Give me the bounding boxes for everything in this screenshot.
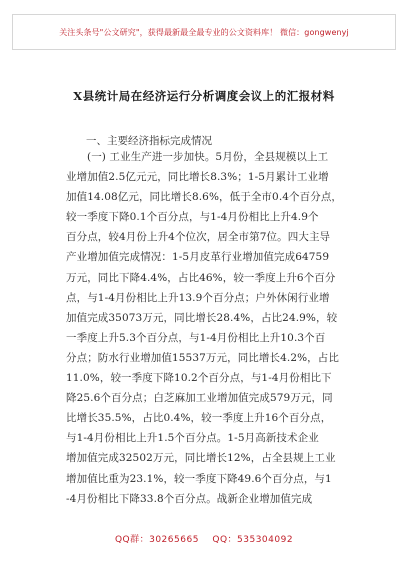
paragraph-line: 百分点，较4月份上升4个位次，居全市第7位。四大主导: [66, 231, 331, 244]
paragraph-line: 增加值完成32502万元，同比增长12%，占全县规上工业: [66, 452, 336, 465]
paragraph-line: 降25.6个百分点；白芝麻加工业增加值完成579万元，同: [66, 392, 333, 405]
paragraph-line: 点，与1-4月份相比上升13.9个百分点；户外休闲行业增: [66, 291, 330, 304]
paragraph-line: 比增长35.5%，占比0.4%，较一季度上升16个百分点，: [66, 412, 332, 425]
paragraph-line: 加值14.08亿元，同比增长8.6%，低于全市0.4个百分点，: [66, 191, 343, 204]
body-paragraph: [66, 147, 356, 509]
contact-footer: QQ群：30265665 QQ：535304092: [114, 535, 294, 545]
header-banner: [12, 14, 396, 50]
banner-text: 关注头条号"公文研究"，获得最新最全最专业的公文资料库！ 微信：gongwenyj: [59, 27, 349, 37]
paragraph-line: 万元，同比下降4.4%，占比46%，较一季度上升6个百分: [66, 271, 336, 284]
section-heading: 一、主要经济指标完成情况: [86, 135, 212, 147]
paragraph-line: 一季度上升5.3个百分点，与1-4月份相比上升10.3个百: [66, 331, 326, 344]
paragraph-line: 与1-4月份相比上升1.5个百分点。1-5月高新技术企业: [66, 432, 319, 445]
paragraph-line: 较一季度下降0.1个百分点，与1-4月份相比上升4.9个: [66, 211, 319, 224]
paragraph-line: 加值完成35073万元，同比增长28.4%，占比24.9%，较: [66, 311, 338, 324]
paragraph-line: 分点；防水行业增加值15537万元，同比增长4.2%，占比: [66, 351, 339, 364]
paragraph-line: 业增加值2.5亿元元，同比增长8.3%；1-5月累计工业增: [66, 171, 329, 184]
paragraph-line: 增加值比重为23.1%，较一季度下降49.6个百分点，与1: [66, 472, 332, 485]
paragraph-line: -4月份相比下降33.8个百分点。战新企业增加值完成: [66, 492, 313, 505]
paragraph-line: (一) 工业生产进一步加快。5月份，全县规模以上工: [87, 151, 329, 163]
document-title: X县统计局在经济运行分析调度会议上的汇报材料: [73, 89, 335, 103]
paragraph-line: 产业增加值完成情况：1-5月皮革行业增加值完成64759: [66, 251, 330, 264]
paragraph-line: 11.0%，较一季度下降10.2个百分点，与1-4月份相比下: [66, 372, 332, 385]
